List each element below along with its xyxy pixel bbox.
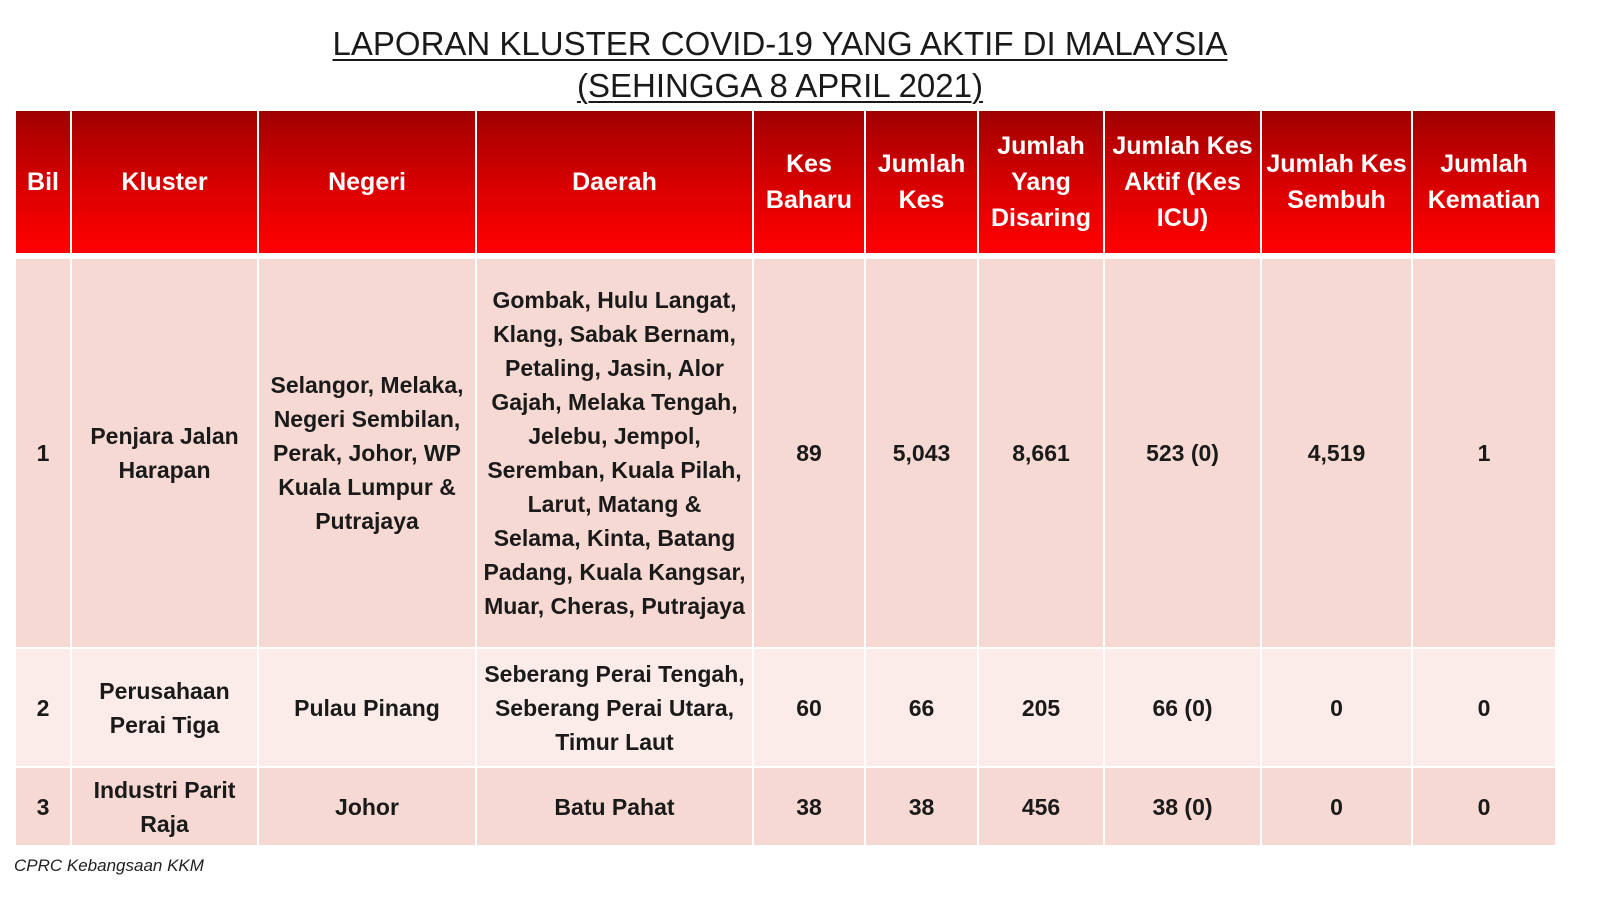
report-title: LAPORAN KLUSTER COVID-19 YANG AKTIF DI MALAYSIA bbox=[332, 25, 1228, 62]
cell-jumlah-disaring: 456 bbox=[978, 767, 1104, 846]
cell-kluster: Penjara Jalan Harapan bbox=[71, 256, 258, 648]
cell-jumlah-kematian: 0 bbox=[1412, 767, 1556, 846]
table-row bbox=[15, 648, 1556, 767]
cell-kes-baharu: 60 bbox=[753, 648, 865, 767]
cell-jumlah-kematian: 0 bbox=[1412, 648, 1556, 767]
cell-jumlah-kes-aktif: 66 (0) bbox=[1104, 648, 1261, 767]
report-subtitle-date: (SEHINGGA 8 APRIL 2021) bbox=[577, 67, 983, 104]
header-jumlah-disaring: Jumlah Yang Disaring bbox=[978, 110, 1104, 256]
cell-daerah: Gombak, Hulu Langat, Klang, Sabak Bernam, Petaling, Jasin, Alor Gajah, Melaka Tengah, Jelebu, Jempol, Seremban, Kuala Pilah, Larut, Matang & Selama, Kinta, Batang Padang, Kuala Kangsar, Muar, Cheras, Putrajaya bbox=[476, 256, 753, 648]
header-negeri: Negeri bbox=[258, 110, 476, 256]
cell-jumlah-kematian: 1 bbox=[1412, 256, 1556, 648]
cell-jumlah-kes-sembuh: 0 bbox=[1261, 648, 1412, 767]
header-jumlah-kematian: Jumlah Kematian bbox=[1412, 110, 1556, 256]
cell-jumlah-kes: 66 bbox=[865, 648, 978, 767]
cell-jumlah-kes-aktif: 523 (0) bbox=[1104, 256, 1261, 648]
cell-kluster: Industri Parit Raja bbox=[71, 767, 258, 846]
table-row bbox=[15, 256, 1556, 648]
header-jumlah-kes-aktif: Jumlah Kes Aktif (Kes ICU) bbox=[1104, 110, 1261, 256]
cell-kluster: Perusahaan Perai Tiga bbox=[71, 648, 258, 767]
cell-negeri: Selangor, Melaka, Negeri Sembilan, Perak, Johor, WP Kuala Lumpur & Putrajaya bbox=[258, 256, 476, 648]
cell-daerah: Seberang Perai Tengah, Seberang Perai Utara, Timur Laut bbox=[476, 648, 753, 767]
cell-jumlah-kes: 38 bbox=[865, 767, 978, 846]
cell-negeri: Johor bbox=[258, 767, 476, 846]
header-bil: Bil bbox=[15, 110, 71, 256]
cell-jumlah-kes: 5,043 bbox=[865, 256, 978, 648]
header-daerah: Daerah bbox=[476, 110, 753, 256]
source-credit: CPRC Kebangsaan KKM bbox=[14, 856, 204, 875]
cell-jumlah-kes-aktif: 38 (0) bbox=[1104, 767, 1261, 846]
cluster-table bbox=[14, 109, 1557, 847]
cell-jumlah-kes-sembuh: 4,519 bbox=[1261, 256, 1412, 648]
cell-jumlah-kes-sembuh: 0 bbox=[1261, 767, 1412, 846]
cell-kes-baharu: 38 bbox=[753, 767, 865, 846]
cell-kes-baharu: 89 bbox=[753, 256, 865, 648]
header-jumlah-kes-sembuh: Jumlah Kes Sembuh bbox=[1261, 110, 1412, 256]
table-header-row bbox=[15, 110, 1556, 256]
header-kluster: Kluster bbox=[71, 110, 258, 256]
cell-daerah: Batu Pahat bbox=[476, 767, 753, 846]
cell-jumlah-disaring: 8,661 bbox=[978, 256, 1104, 648]
table-row bbox=[15, 767, 1556, 846]
cell-bil: 2 bbox=[15, 648, 71, 767]
header-kes-baharu: Kes Baharu bbox=[753, 110, 865, 256]
cell-bil: 1 bbox=[15, 256, 71, 648]
cell-jumlah-disaring: 205 bbox=[978, 648, 1104, 767]
header-jumlah-kes: Jumlah Kes bbox=[865, 110, 978, 256]
cell-bil: 3 bbox=[15, 767, 71, 846]
cell-negeri: Pulau Pinang bbox=[258, 648, 476, 767]
